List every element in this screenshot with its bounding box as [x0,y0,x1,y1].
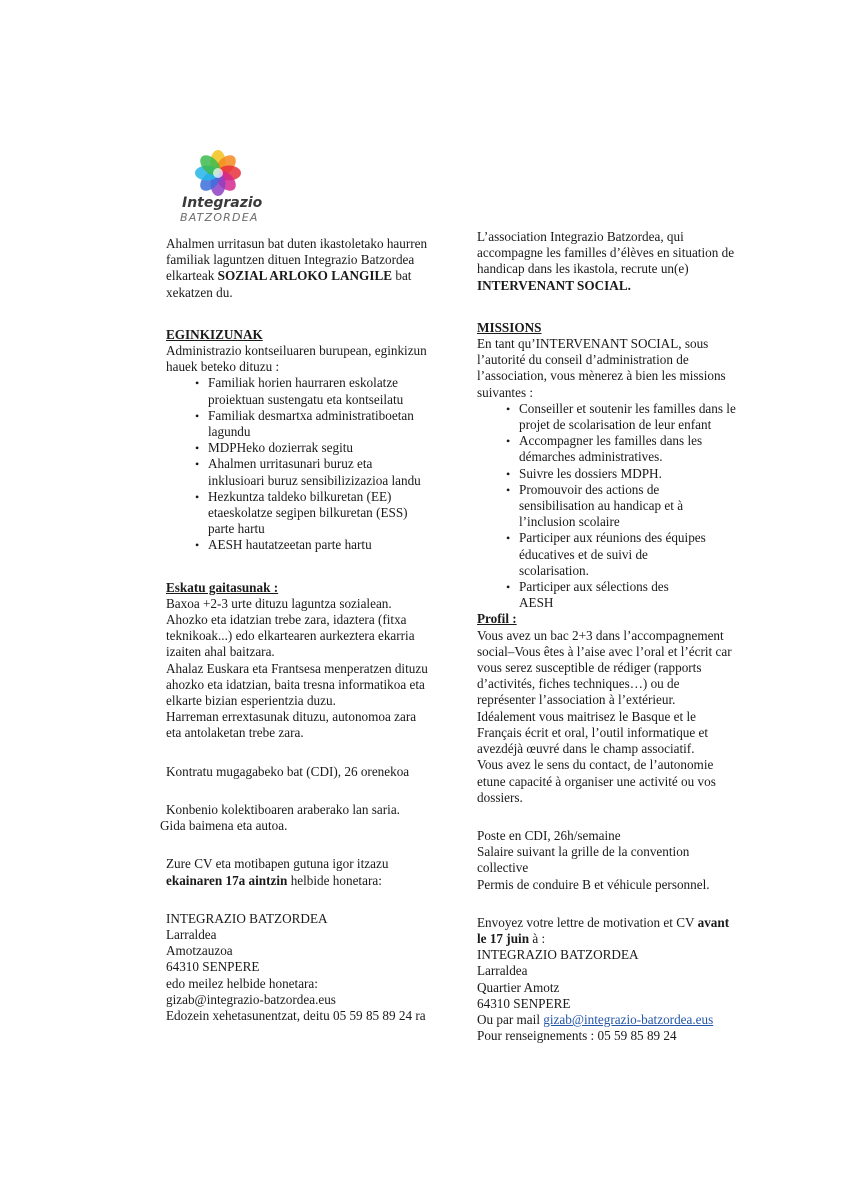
address-line: INTEGRAZIO BATZORDEA [166,910,328,926]
missions-heading: MISSIONS [477,319,542,335]
apply-paragraph: Zure CV eta motibapen gutuna igor itzazu ekainaren 17a aintzin helbide honetara: [166,856,389,888]
logo-name: Integrazio [182,195,263,211]
deadline: avant le 17 juin [477,914,730,946]
address-line: 64310 SENPERE [477,995,571,1011]
email-link[interactable]: gizab@integrazio-batzordea.eus [543,1011,714,1027]
salary-line: Salaire suivant la grille de la convention collective [477,844,690,876]
license-line: Permis de conduire B et véhicule personnel. [477,876,710,892]
list-item: • AESH hautatzeetan parte hartu [208,537,431,553]
postal-address [477,947,739,1012]
list-item: • Conseiller et soutenir les familles dans le projet de scolarisation de leur enfant [519,401,739,433]
intro-paragraph: L’association Integrazio Batzordea, qui accompagne les familles d’élèves en situation de handicap dans les ikastola, recrute un(e) INTERVENANT SOCIAL. [477,229,735,293]
job-title: SOZIAL ARLOKO LANGILE [217,268,393,284]
skills-paragraph: Baxoa +2-3 urte dituzu laguntza sozialean. Ahozko eta idatzian trebe zara, idaztera (fitxa teknikoak...) edo elkartearen aurkeztera ekarria izaiten ahal baitzara. [166,595,415,660]
missions-list [477,401,739,612]
missions-list [166,375,431,553]
list-item: • MDPHeko dozierrak segitu [208,440,431,456]
phone-line: Edozein xehetasunentzat, deitu 05 59 85 89 24 ra [166,1007,426,1023]
flower-logo-icon [193,148,243,198]
contract-line: Kontratu mugagabeko bat (CDI), 26 orenekoa [166,763,410,779]
license-line: Gida baimena eta autoa. [160,818,288,834]
skills-paragraph: Ahalaz Euskara eta Frantsesa menperatzen dituzu ahozko eta idatzian, baita tresna informatikoa eta elkarte bizian esperientzia duzu. [166,660,428,709]
postal-address [166,911,431,976]
intro-paragraph: Ahalmen urritasun bat duten ikastoletako haurren familiak laguntzen dituen Integrazio Batzordea elkarteak SOZIAL ARLOKO LANGILE bat xekatzen du. [166,236,428,300]
profile-paragraph: Idéalement vous maitrisez le Basque et le Français écrit et oral, l’outil informatique et avezdéjà œuvré dans le champ associatif. [477,708,709,757]
list-item: • Familiak horien haurraren eskolatze proiektuan sustengatu eta kontseilatu [208,375,431,407]
list-item: • Participer aux sélections des AESH [519,579,739,611]
skills-heading: Eskatu gaitasunak : [166,579,279,595]
basque-column [160,236,431,1024]
logo-center [213,168,223,178]
french-column [477,229,739,1044]
phone-line: Pour renseignements : 05 59 85 89 24 [477,1028,677,1044]
deadline: ekainaren 17a aintzin [166,872,288,888]
address-line: INTEGRAZIO BATZORDEA [477,947,639,963]
profile-paragraph: Vous avez le sens du contact, de l’autonomie etune capacité à organiser une activité ou vos dossiers. [477,757,716,805]
list-item: • Participer aux réunions des équipes éducatives et de suivi de scolarisation. [519,530,739,579]
missions-intro: En tant qu’INTERVENANT SOCIAL, sous l’autorité du conseil d’administration de l’association, vous mènerez à bien les missions suivantes : [477,336,726,400]
apply-paragraph: Envoyez votre lettre de motivation et CV avant le 17 juin à : [477,914,730,946]
list-item: • Suivre les dossiers MDPH. [519,466,739,482]
list-item: • Hezkuntza taldeko bilkuretan (EE) etaeskolatze segipen bilkuretan (ESS) parte hartu [208,489,431,538]
email-intro: edo meilez helbide honetara: [166,975,318,991]
profile-heading: Profil : [477,611,517,627]
list-item: • Familiak desmartxa administratiboetan lagundu [208,408,431,440]
address-line: Larraldea [477,963,528,979]
profile-paragraph: Vous avez un bac 2+3 dans l’accompagnement social–Vous êtes à l’aise avec l’oral et l’écrit car vous serez susceptible de rédiger (rapports d’activités, fiches techniques…) ou de représenter l’association à l’extérieur. [477,627,732,708]
email-line: Ou par mail gizab@integrazio-batzordea.eus [477,1011,714,1027]
address-line: Larraldea [166,926,217,942]
list-item: • Ahalmen urritasunari buruz eta inklusioari buruz sensibilizizazioa landu [208,456,431,488]
contract-line: Poste en CDI, 26h/semaine [477,827,621,843]
address-line: Quartier Amotz [477,979,560,995]
list-item: • Accompagner les familles dans les démarches administratives. [519,433,739,465]
skills-paragraph: Harreman errextasunak dituzu, autonomoa zara eta antolaketan trebe zara. [166,709,417,741]
list-item: • Promouvoir des actions de sensibilisation au handicap et à l’inclusion scolaire [519,482,739,531]
missions-heading: EGINKIZUNAK [166,326,263,342]
salary-line: Konbenio kolektiboaren araberako lan saria. [166,801,400,817]
address-line: Amotzauzoa [166,943,233,959]
logo-subtitle: BATZORDEA [180,211,259,224]
address-line: 64310 SENPERE [166,959,260,975]
email-address: gizab@integrazio-batzordea.eus [166,991,336,1007]
job-title: INTERVENANT SOCIAL. [477,277,631,293]
missions-intro: Administrazio kontseiluaren burupean, eginkizun hauek beteko dituzu : [166,343,427,375]
logo [166,148,286,228]
